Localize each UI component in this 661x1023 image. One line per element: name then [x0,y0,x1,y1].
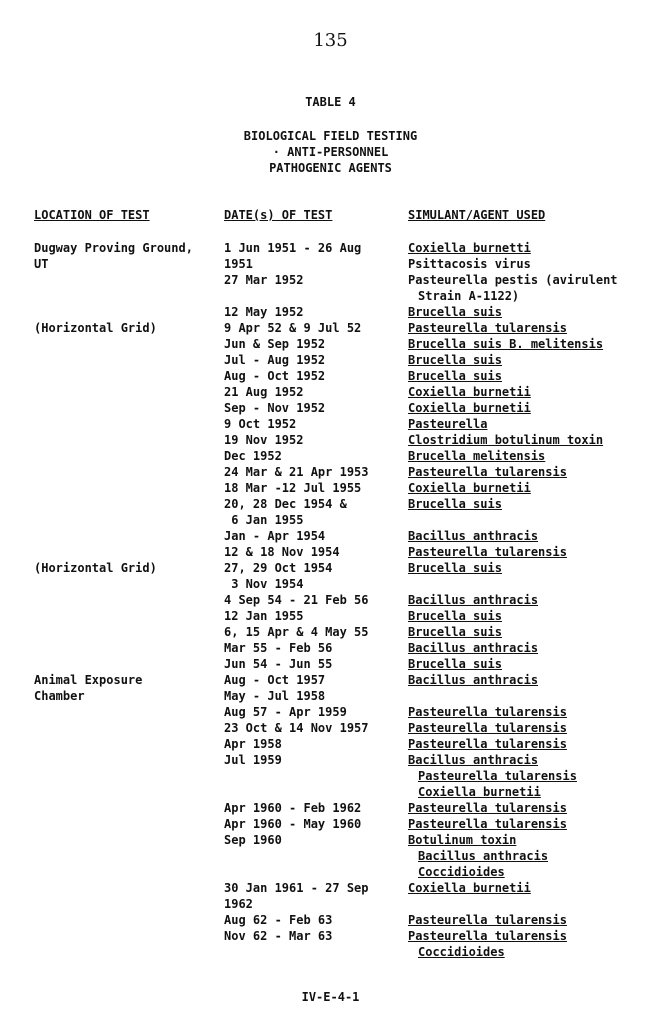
table-row [0,512,661,528]
table-row [0,448,661,464]
cell-agent: Pasteurella tularensis [408,705,567,719]
header-location: LOCATION OF TEST [34,208,150,222]
cell-agent: Bacillus anthracis [408,593,539,607]
table-row [0,336,661,352]
page-number: 135 [313,30,348,51]
cell-date: 12 May 1952 [224,305,304,319]
cell-date: 9 Oct 1952 [224,417,297,431]
cell-agent: Coxiella burnetii [418,785,541,799]
cell-agent: Bacillus anthracis [408,529,539,543]
cell-date: Aug 57 - Apr 1959 [224,705,347,719]
cell-date: Aug 62 - Feb 63 [224,913,333,927]
table-row [0,768,661,784]
table-row [0,256,661,272]
cell-agent: Brucella suis [408,609,502,623]
cell-agent: Brucella suis [408,625,502,639]
table-row [0,896,661,912]
table-row [0,288,661,304]
table-row [0,848,661,864]
table-row [0,928,661,944]
cell-date: 27 Mar 1952 [224,273,304,287]
table-title [0,128,661,176]
cell-agent: Brucella suis [408,353,502,367]
cell-date: Nov 62 - Mar 63 [224,929,333,943]
cell-agent: Pasteurella tularensis [408,721,567,735]
table-row [0,640,661,656]
cell-agent: Brucella suis [408,369,502,383]
table-row [0,592,661,608]
cell-date: 3 Nov 1954 [224,577,304,591]
table-row [0,816,661,832]
cell-date: Sep - Nov 1952 [224,401,326,415]
cell-date: 6, 15 Apr & 4 May 55 [224,625,369,639]
cell-agent: Psittacosis virus [408,257,531,271]
cell-agent: Pasteurella tularensis [408,737,567,751]
table-row [0,576,661,592]
cell-date: Jul 1959 [224,753,282,767]
table-body [0,240,661,960]
cell-date: Jan - Apr 1954 [224,529,326,543]
cell-agent: Pasteurella [408,417,488,431]
cell-date: Dec 1952 [224,449,282,463]
cell-location: Chamber [34,689,85,703]
table-row [0,784,661,800]
table-row [0,624,661,640]
cell-location: (Horizontal Grid) [34,561,157,575]
table-header [0,208,661,224]
cell-date: 24 Mar & 21 Apr 1953 [224,465,369,479]
cell-agent: Pasteurella tularensis [408,545,567,559]
cell-date: 30 Jan 1961 - 27 Sep [224,881,369,895]
cell-agent: Brucella suis B. melitensis [408,337,604,351]
table-row [0,704,661,720]
cell-location: Animal Exposure [34,673,143,687]
table-row [0,912,661,928]
cell-date: 20, 28 Dec 1954 & [224,497,347,511]
table-row [0,416,661,432]
table-row [0,384,661,400]
cell-agent: Bacillus anthracis [408,641,539,655]
cell-agent: Coxiella burnetii [408,401,531,415]
table-row [0,944,661,960]
cell-agent: Brucella suis [408,561,502,575]
cell-agent: Bacillus anthracis [408,673,539,687]
cell-date: 12 & 18 Nov 1954 [224,545,340,559]
table-row [0,352,661,368]
table-row [0,528,661,544]
cell-date: Apr 1960 - May 1960 [224,817,362,831]
cell-location: (Horizontal Grid) [34,321,157,335]
cell-date: Apr 1960 - Feb 1962 [224,801,362,815]
table-row [0,544,661,560]
cell-date: Sep 1960 [224,833,282,847]
cell-date: 19 Nov 1952 [224,433,304,447]
cell-agent: Brucella suis [408,657,502,671]
cell-date: 21 Aug 1952 [224,385,304,399]
table-row [0,272,661,288]
cell-agent: Bacillus anthracis [408,753,539,767]
table-row [0,240,661,256]
cell-date: Apr 1958 [224,737,282,751]
cell-agent: Clostridium botulinum toxin [408,433,604,447]
cell-agent: Brucella suis [408,305,502,319]
cell-date: 18 Mar -12 Jul 1955 [224,481,362,495]
table-row [0,464,661,480]
cell-agent: Brucella melitensis [408,449,546,463]
cell-agent: Coxiella burnetii [408,881,531,895]
table-row [0,880,661,896]
cell-agent: Coxiella burnetti [408,241,531,255]
cell-agent: Pasteurella tularensis [418,769,577,783]
cell-date: Jul - Aug 1952 [224,353,326,367]
cell-agent: Pasteurella tularensis [408,913,567,927]
table-row [0,720,661,736]
cell-date: 1 Jun 1951 - 26 Aug [224,241,362,255]
cell-location: UT [34,257,49,271]
cell-date: 4 Sep 54 - 21 Feb 56 [224,593,369,607]
cell-date: 6 Jan 1955 [224,513,304,527]
header-agent: SIMULANT/AGENT USED [408,208,546,222]
cell-date: 9 Apr 52 & 9 Jul 52 [224,321,362,335]
table-row [0,480,661,496]
table-label: TABLE 4 [305,95,356,109]
cell-agent: Pasteurella tularensis [408,929,567,943]
table-row [0,752,661,768]
table-row [0,496,661,512]
cell-agent: Brucella suis [408,497,502,511]
table-row [0,688,661,704]
cell-agent: Pasteurella tularensis [408,465,567,479]
title-line-1: BIOLOGICAL FIELD TESTING [243,129,418,143]
table-row [0,432,661,448]
cell-agent: Pasteurella tularensis [408,817,567,831]
header-date: DATE(s) OF TEST [224,208,333,222]
cell-date: 23 Oct & 14 Nov 1957 [224,721,369,735]
table-row [0,304,661,320]
table-row [0,400,661,416]
cell-agent: Coxiella burnetii [408,385,531,399]
cell-agent: Strain A-1122) [418,289,520,303]
table-row [0,320,661,336]
cell-date: Jun 54 - Jun 55 [224,657,333,671]
cell-date: Aug - Oct 1957 [224,673,326,687]
cell-date: 12 Jan 1955 [224,609,304,623]
cell-location: Dugway Proving Ground, [34,241,193,255]
table-row [0,800,661,816]
table-row [0,864,661,880]
cell-date: May - Jul 1958 [224,689,326,703]
title-line-3: PATHOGENIC AGENTS [269,161,392,175]
page-footer: IV-E-4-1 [301,990,360,1004]
table-row [0,672,661,688]
cell-agent: Pasteurella pestis (avirulent [408,273,618,287]
table-row [0,608,661,624]
table-row [0,368,661,384]
cell-date: 27, 29 Oct 1954 [224,561,333,575]
title-line-2: · ANTI-PERSONNEL [272,145,389,159]
cell-agent: Coxiella burnetii [408,481,531,495]
cell-agent: Pasteurella tularensis [408,321,567,335]
cell-agent: Pasteurella tularensis [408,801,567,815]
cell-date: 1962 [224,897,253,911]
table-row [0,736,661,752]
cell-date: 1951 [224,257,253,271]
cell-date: Mar 55 - Feb 56 [224,641,333,655]
cell-agent: Coccidioides [418,945,505,959]
table-row [0,832,661,848]
cell-agent: Coccidioides [418,865,505,879]
table-row [0,656,661,672]
cell-date: Jun & Sep 1952 [224,337,326,351]
cell-agent: Bacillus anthracis [418,849,549,863]
cell-date: Aug - Oct 1952 [224,369,326,383]
table-row [0,560,661,576]
cell-agent: Botulinum toxin [408,833,517,847]
